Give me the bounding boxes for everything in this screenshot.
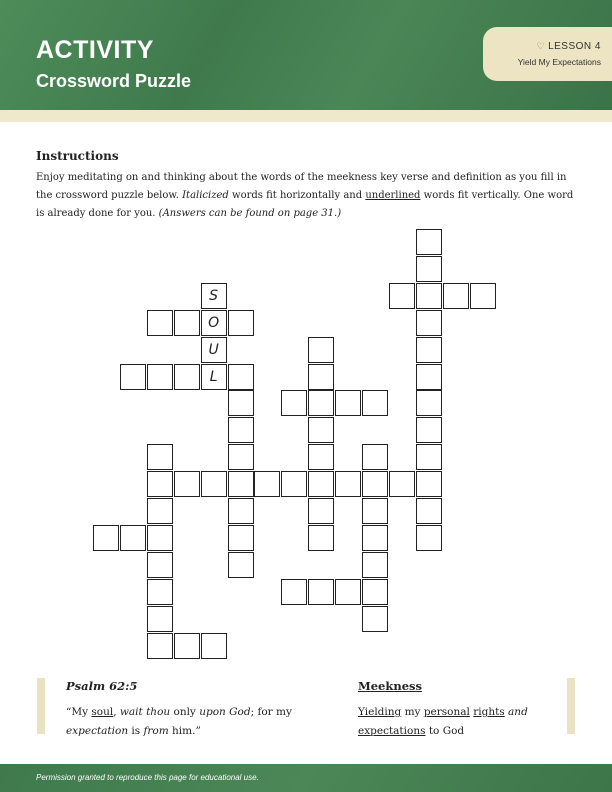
verse-part: him.” bbox=[168, 725, 201, 737]
prefilled-cell[interactable]: U bbox=[201, 337, 227, 363]
crossword-cell[interactable] bbox=[362, 390, 388, 416]
verse-underlined: soul bbox=[91, 706, 114, 718]
right-accent-bar bbox=[567, 678, 575, 734]
verse-part: is bbox=[128, 725, 144, 737]
crossword-cell[interactable] bbox=[416, 283, 442, 309]
definition-underlined: personal bbox=[423, 706, 470, 718]
left-accent-bar bbox=[37, 678, 45, 734]
crossword-cell[interactable] bbox=[147, 471, 173, 497]
crossword-cell[interactable] bbox=[362, 498, 388, 524]
heart-icon: ♡ bbox=[536, 41, 546, 51]
lesson-number-label: LESSON 4 bbox=[548, 41, 601, 52]
crossword-cell[interactable] bbox=[443, 283, 469, 309]
psalm-verse bbox=[66, 703, 336, 741]
psalm-title: Psalm 62:5 bbox=[66, 679, 138, 693]
crossword-cell[interactable] bbox=[174, 310, 200, 336]
crossword-cell[interactable] bbox=[362, 444, 388, 470]
crossword-cell[interactable] bbox=[335, 579, 361, 605]
crossword-cell[interactable] bbox=[201, 633, 227, 659]
crossword-cell[interactable] bbox=[174, 471, 200, 497]
crossword-cell[interactable] bbox=[147, 498, 173, 524]
prefilled-cell[interactable]: O bbox=[201, 310, 227, 336]
crossword-cell[interactable] bbox=[174, 364, 200, 390]
definition-part: my bbox=[401, 706, 424, 718]
page-title: ACTIVITY bbox=[36, 36, 154, 64]
crossword-cell[interactable] bbox=[147, 525, 173, 551]
crossword-cell[interactable] bbox=[335, 390, 361, 416]
meekness-definition bbox=[358, 703, 568, 741]
crossword-cell[interactable] bbox=[201, 471, 227, 497]
crossword-cell[interactable] bbox=[228, 525, 254, 551]
verse-italic: wait thou bbox=[119, 706, 171, 718]
verse-part: “My bbox=[66, 706, 92, 718]
crossword-cell[interactable] bbox=[228, 417, 254, 443]
crossword-cell[interactable] bbox=[228, 364, 254, 390]
instructions-answers-note: (Answers can be found on page 31.) bbox=[158, 208, 342, 219]
crossword-cell[interactable] bbox=[228, 444, 254, 470]
crossword-cell[interactable] bbox=[147, 310, 173, 336]
crossword-cell[interactable] bbox=[362, 606, 388, 632]
crossword-cell[interactable] bbox=[281, 390, 307, 416]
crossword-cell[interactable] bbox=[470, 283, 496, 309]
verse-italic: upon God bbox=[199, 706, 251, 718]
crossword-cell[interactable] bbox=[93, 525, 119, 551]
definition-underlined: rights bbox=[473, 706, 505, 718]
crossword-cell[interactable] bbox=[362, 471, 388, 497]
crossword-cell[interactable] bbox=[389, 283, 415, 309]
crossword-cell[interactable] bbox=[416, 229, 442, 255]
crossword-cell[interactable] bbox=[147, 606, 173, 632]
instructions-heading: Instructions bbox=[36, 149, 119, 163]
crossword-cell[interactable] bbox=[120, 525, 146, 551]
crossword-cell[interactable] bbox=[308, 444, 334, 470]
lesson-name: Yield My Expectations bbox=[517, 57, 601, 67]
prefilled-cell[interactable]: S bbox=[201, 283, 227, 309]
prefilled-cell[interactable]: L bbox=[201, 364, 227, 390]
crossword-cell[interactable] bbox=[416, 498, 442, 524]
lesson-tab bbox=[483, 27, 612, 81]
crossword-cell[interactable] bbox=[174, 633, 200, 659]
crossword-cell[interactable] bbox=[254, 471, 280, 497]
crossword-cell[interactable] bbox=[147, 444, 173, 470]
crossword-cell[interactable] bbox=[308, 579, 334, 605]
footer-banner bbox=[0, 764, 612, 792]
lesson-number bbox=[537, 41, 602, 52]
verse-italic: expectation bbox=[66, 725, 129, 737]
crossword-cell[interactable] bbox=[228, 310, 254, 336]
crossword-cell[interactable] bbox=[308, 471, 334, 497]
crossword-cell[interactable] bbox=[308, 417, 334, 443]
crossword-cell[interactable] bbox=[416, 525, 442, 551]
definition-underlined: expectations bbox=[358, 725, 426, 737]
header-band bbox=[0, 110, 612, 122]
instructions-italicized: Italicized bbox=[182, 190, 229, 201]
crossword-cell[interactable] bbox=[362, 552, 388, 578]
instructions-underlined: underlined bbox=[365, 190, 421, 201]
crossword-cell[interactable] bbox=[281, 471, 307, 497]
definition-part: to God bbox=[425, 725, 465, 737]
crossword-cell[interactable] bbox=[416, 364, 442, 390]
crossword-cell[interactable] bbox=[308, 390, 334, 416]
definition-underlined: Yielding bbox=[358, 706, 402, 718]
crossword-cell[interactable] bbox=[147, 579, 173, 605]
instructions-part: words fit horizontally and bbox=[228, 190, 366, 201]
instructions-text bbox=[36, 169, 576, 223]
crossword-cell[interactable] bbox=[228, 552, 254, 578]
verse-italic: from bbox=[143, 725, 169, 737]
crossword-cell[interactable] bbox=[308, 337, 334, 363]
page-subtitle: Crossword Puzzle bbox=[36, 71, 192, 91]
crossword-cell[interactable] bbox=[147, 552, 173, 578]
meekness-title: Meekness bbox=[358, 679, 422, 693]
crossword-cell[interactable] bbox=[228, 471, 254, 497]
crossword-cell[interactable] bbox=[308, 525, 334, 551]
crossword-cell[interactable] bbox=[362, 579, 388, 605]
crossword-cell[interactable] bbox=[228, 498, 254, 524]
verse-part: , bbox=[113, 706, 120, 718]
footer-text: Permission granted to reproduce this page for educational use. bbox=[36, 773, 259, 782]
crossword-cell[interactable] bbox=[416, 471, 442, 497]
crossword-cell[interactable] bbox=[416, 337, 442, 363]
crossword-cell[interactable] bbox=[335, 471, 361, 497]
verse-part: only bbox=[170, 706, 200, 718]
crossword-cell[interactable] bbox=[416, 390, 442, 416]
verse-part: ; for my bbox=[250, 706, 292, 718]
instructions-part: words fit vertically. One word is already done for you. bbox=[36, 190, 574, 219]
crossword-cell[interactable] bbox=[120, 364, 146, 390]
crossword-cell[interactable] bbox=[416, 310, 442, 336]
crossword-cell[interactable] bbox=[147, 633, 173, 659]
crossword-cell[interactable] bbox=[416, 417, 442, 443]
crossword-cell[interactable] bbox=[147, 364, 173, 390]
crossword-cell[interactable] bbox=[389, 471, 415, 497]
crossword-cell[interactable] bbox=[228, 390, 254, 416]
definition-italic: and bbox=[504, 706, 528, 718]
crossword-cell[interactable] bbox=[308, 364, 334, 390]
crossword-cell[interactable] bbox=[416, 444, 442, 470]
instructions-part: Enjoy meditating on and thinking about the words of the meekness key verse and definition as you fill in the crossword puzzle below. bbox=[36, 172, 567, 201]
crossword-cell[interactable] bbox=[362, 525, 388, 551]
crossword-cell[interactable] bbox=[308, 498, 334, 524]
crossword-cell[interactable] bbox=[416, 256, 442, 282]
crossword-cell[interactable] bbox=[281, 579, 307, 605]
